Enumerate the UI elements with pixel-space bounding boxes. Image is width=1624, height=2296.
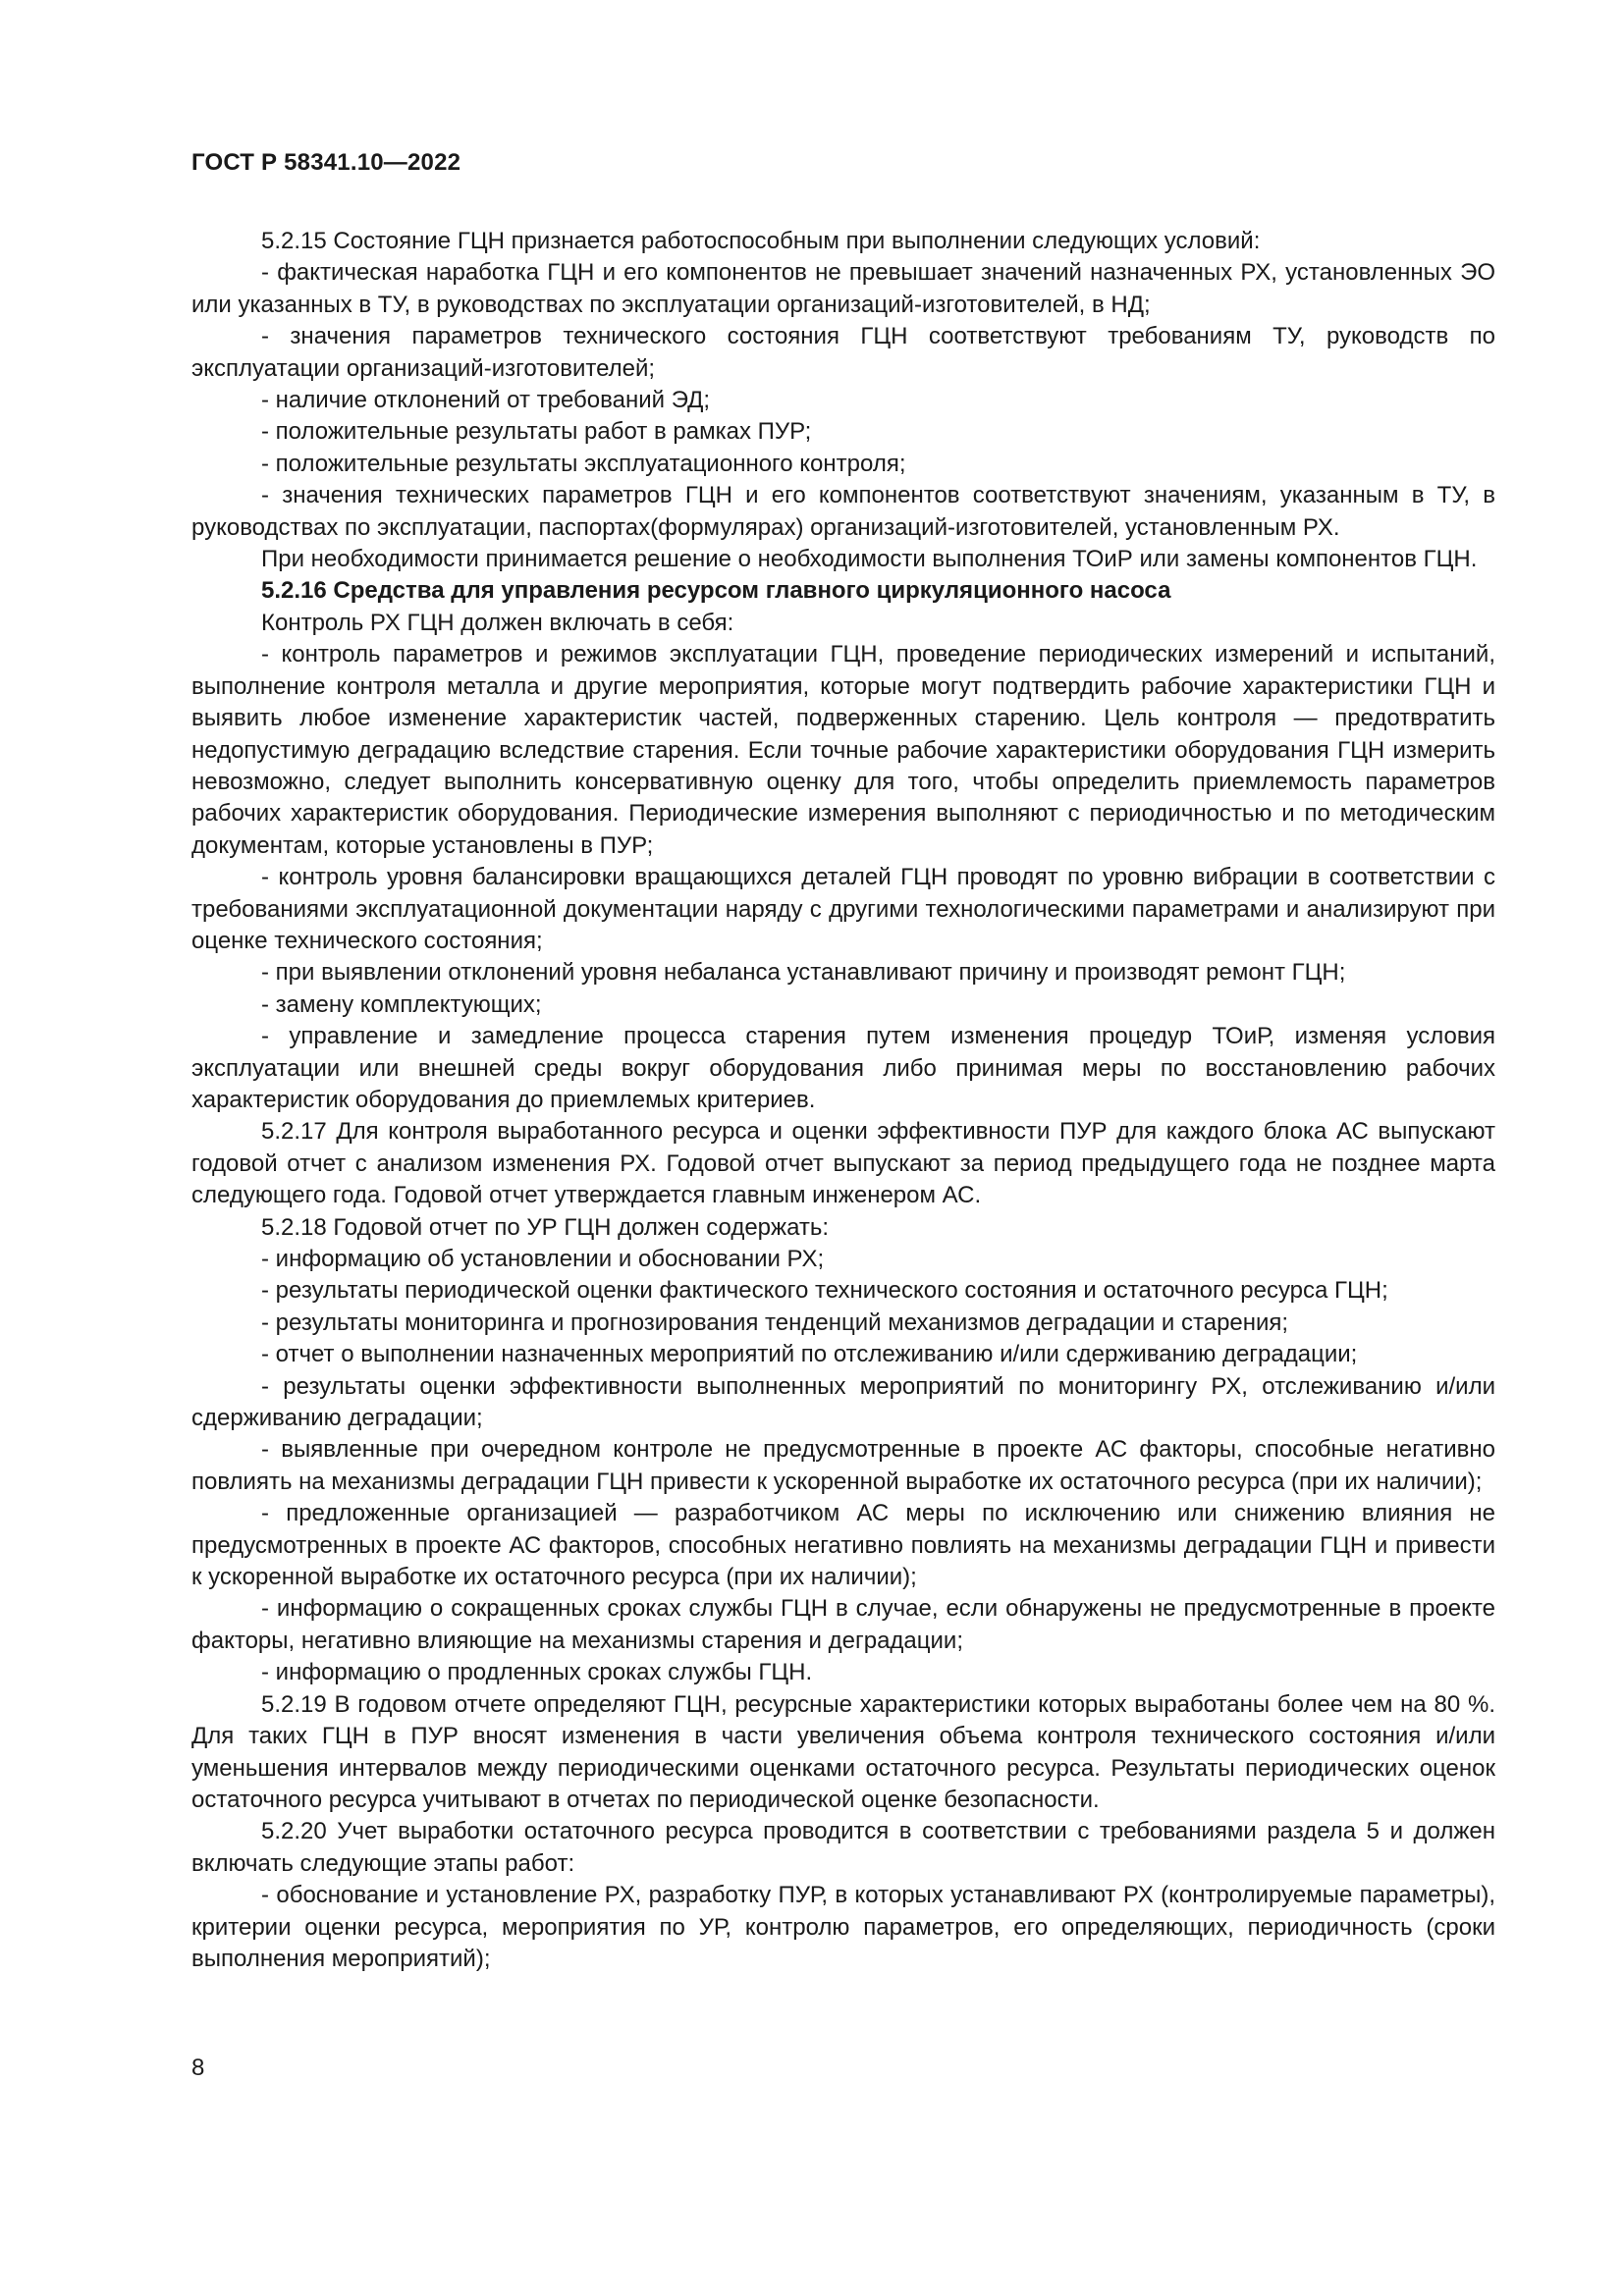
paragraph: 5.2.19 В годовом отчете определяют ГЦН, ресурсные характеристики которых выработаны более чем на 80 %. Для таких ГЦН в ПУР вносят изменения в части увеличения объема контроля технического состояния и/или уменьшения интервалов между периодическими оценками остаточного ресурса. Результаты периодических оценок остаточного ресурса учитывают в отчетах по периодической оценке безопасности. [191, 1690, 1495, 1813]
paragraph: 5.2.20 Учет выработки остаточного ресурса проводится в соответствии с требованиями раздела 5 и должен включать следующие этапы работ: [191, 1818, 1495, 1877]
paragraph: - контроль уровня балансировки вращающихся деталей ГЦН проводят по уровню вибрации в соответствии с требованиями эксплуатационной документации наряду с другими технологическими параметрами и анализируют при оценке технического состояния; [191, 864, 1495, 954]
paragraph: - результаты мониторинга и прогнозирования тенденций механизмов деградации и старения; [261, 1308, 1289, 1336]
paragraph: При необходимости принимается решение о необходимости выполнения ТОиР или замены компонентов ГЦН. [261, 546, 1478, 573]
paragraph: - наличие отклонений от требований ЭД; [261, 387, 711, 414]
paragraph: - фактическая наработка ГЦН и его компонентов не превышает значений назначенных РХ, установленных ЭО или указанных в ТУ, в руководствах по эксплуатации организаций-изготовителей, в НД; [191, 259, 1495, 318]
paragraph: - обоснование и установление РХ, разработку ПУР, в которых устанавливают РХ (контролируемые параметры), критерии оценки ресурса, мероприятия по УР, контролю параметров, его определяющих, периодичность (сроки выполнения мероприятий); [191, 1882, 1495, 1972]
paragraph: 5.2.15 Состояние ГЦН признается работоспособным при выполнении следующих условий: [261, 228, 1261, 254]
paragraph: - результаты оценки эффективности выполненных мероприятий по мониторингу РХ, отслеживанию и/или сдерживанию деградации; [191, 1372, 1495, 1432]
paragraph: Контроль РХ ГЦН должен включать в себя: [261, 609, 734, 636]
section-heading: 5.2.16 Средства для управления ресурсом главного циркуляционного насоса [261, 577, 1171, 605]
page-number: 8 [191, 2055, 205, 2081]
paragraph: - замену комплектующих; [261, 990, 542, 1018]
paragraph: - положительные результаты эксплуатационного контроля; [261, 450, 906, 477]
document-code-header: ГОСТ Р 58341.10—2022 [191, 149, 461, 176]
paragraph: - результаты периодической оценки фактического технического состояния и остаточного ресурса ГЦН; [261, 1277, 1388, 1305]
document-body [191, 226, 1495, 1975]
paragraph: - выявленные при очередном контроле не предусмотренные в проекте АС факторы, способные негативно повлиять на механизмы деградации ГЦН привести к ускоренной выработке их остаточного ресурса (при их наличии); [191, 1436, 1495, 1495]
paragraph: - управление и замедление процесса старения путем изменения процедур ТОиР, изменяя условия эксплуатации или внешней среды вокруг оборудования либо принимая меры по восстановлению рабочих характеристик оборудования до приемлемых критериев. [191, 1023, 1495, 1113]
paragraph: - положительные результаты работ в рамках ПУР; [261, 418, 812, 446]
paragraph: - значения технических параметров ГЦН и его компонентов соответствуют значениям, указанным в ТУ, в руководствах по эксплуатации, паспортах(формулярах) организаций-изготовителей, установленным РХ. [191, 482, 1495, 541]
paragraph: - информацию о продленных сроках службы ГЦН. [261, 1659, 813, 1686]
paragraph: - при выявлении отклонений уровня небаланса устанавливают причину и производят ремонт ГЦН; [261, 959, 1346, 987]
paragraph: - контроль параметров и режимов эксплуатации ГЦН, проведение периодических измерений и испытаний, выполнение контроля металла и другие мероприятия, которые могут подтвердить рабочие характеристики ГЦН и выявить любое изменение характеристик частей, подверженных старению. Цель контроля — предотвратить недопустимую деградацию вследствие старения. Если точные рабочие характеристики оборудования ГЦН измерить невозможно, следует выполнить консервативную оценку для того, чтобы определить приемлемость параметров рабочих характеристик оборудования. Периодические измерения выполняют с периодичностью и по методическим документам, которые установлены в ПУР; [191, 641, 1495, 859]
paragraph: - информацию о сокращенных сроках службы ГЦН в случае, если обнаружены не предусмотренные в проекте факторы, негативно влияющие на механизмы старения и деградации; [191, 1595, 1495, 1654]
paragraph: - отчет о выполнении назначенных мероприятий по отслеживанию и/или сдерживанию деградации; [261, 1341, 1358, 1368]
paragraph: 5.2.18 Годовой отчет по УР ГЦН должен содержать: [261, 1213, 830, 1241]
paragraph: 5.2.17 Для контроля выработанного ресурса и оценки эффективности ПУР для каждого блока АС выпускают годовой отчет с анализом изменения РХ. Годовой отчет выпускают за период предыдущего года не позднее марта следующего года. Годовой отчет утверждается главным инженером АС. [191, 1118, 1495, 1209]
paragraph: - предложенные организацией — разработчиком АС меры по исключению или снижению влияния не предусмотренных в проекте АС факторов, способных негативно повлиять на механизмы деградации ГЦН и привести к ускоренной выработке их остаточного ресурса (при их наличии); [191, 1500, 1495, 1591]
paragraph: - информацию об установлении и обосновании РХ; [261, 1246, 825, 1272]
paragraph: - значения параметров технического состояния ГЦН соответствуют требованиям ТУ, руководств по эксплуатации организаций-изготовителей; [191, 323, 1495, 382]
